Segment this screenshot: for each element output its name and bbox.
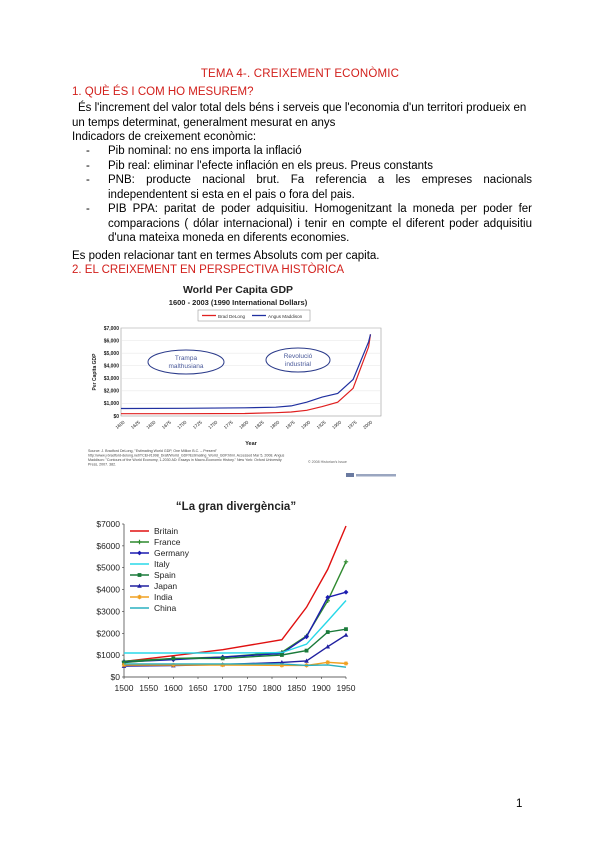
publisher-logo — [356, 474, 396, 477]
x-tick-label: 1750 — [207, 419, 219, 431]
document-title: TEMA 4-. CREIXEMENT ECONÒMIC — [200, 68, 400, 80]
chart1-source — [88, 449, 285, 467]
annotation-text: industrial — [284, 361, 312, 368]
series-japan — [122, 633, 349, 668]
x-tick-label: 1775 — [222, 419, 234, 431]
chart1-legend-label: Brad DeLong — [218, 314, 246, 319]
x-tick-label: 1625 — [129, 419, 142, 431]
y-tick-label: $1,000 — [103, 401, 119, 408]
data-point — [221, 656, 225, 660]
chart1-ylabel: Per Capita GDP — [92, 353, 98, 391]
x-tick-label: 1950 — [331, 419, 343, 431]
list-item — [86, 202, 532, 246]
annotation-text: malthusiana — [168, 363, 204, 370]
x-tick-label: 1650 — [188, 683, 208, 693]
x-tick-label: 1950 — [336, 683, 356, 693]
list-item-text: Pib nominal: no ens importa la inflació — [108, 145, 302, 157]
legend-label: Spain — [154, 570, 176, 580]
list-item-text: PIB PPA: paritat de poder adquisitiu. Homogenitzant la moneda per poder fer comparacions ( dólar internacional) i tenir en compte el diferent poder adquisitiu d'una mateixa moneda en diferents economies. — [108, 203, 532, 244]
annotation-text: Revolució — [283, 353, 313, 360]
bullet-dash: - — [86, 159, 90, 172]
x-tick-label: 1925 — [315, 419, 327, 431]
list-item — [86, 144, 532, 159]
annotation-text: Trampa — [174, 355, 198, 362]
source-line: Maddison: "Contours of the World Economy, 1-2030 AD: Essays in Macro-Economic History." New York: Oxford University — [88, 458, 282, 462]
list-item-text: PNB: producte nacional brut. Fa referencia a les empreses nacionals independentent si esta en el pais o fora del pais. — [108, 174, 532, 201]
x-tick-label: 1800 — [262, 683, 282, 693]
x-tick-label: 1800 — [238, 419, 250, 431]
indicator-list — [86, 144, 532, 246]
source-line: Source: J. Bradford DeLong, "Estimating World GDP, One Million B.C. – Present" — [88, 449, 217, 453]
y-tick-label: $4000 — [96, 584, 120, 595]
definition-paragraph: És l'increment del valor total dels béns i serveis que l'economia d'un territori produeix en un temps determinat, generalment mesurat en anys — [72, 102, 527, 129]
bullet-dash: - — [86, 174, 90, 186]
data-point — [326, 630, 330, 634]
bullet-dash: - — [86, 145, 90, 157]
data-point — [137, 551, 142, 556]
legend-label: Italy — [154, 559, 170, 569]
data-point — [344, 590, 349, 595]
y-tick-label: $0 — [110, 672, 120, 682]
data-point — [344, 627, 348, 631]
section-heading-1: 1. QUÈ ÉS I COM HO MESUREM? — [72, 86, 254, 98]
chart1-plot-area — [121, 328, 381, 416]
legend-label: India — [154, 592, 173, 602]
x-tick-label: 1725 — [191, 419, 203, 431]
x-tick-label: 1825 — [253, 419, 265, 431]
data-point — [138, 573, 142, 577]
series-line-japan — [124, 635, 346, 666]
y-tick-label: $2,000 — [103, 388, 119, 395]
chart1-legend-label: Angus Maddison — [268, 314, 303, 319]
y-tick-label: $6000 — [96, 540, 120, 551]
data-point — [137, 540, 141, 544]
legend-label: Britain — [154, 526, 179, 536]
publisher-logo — [346, 473, 354, 477]
x-tick-label: 2000 — [362, 419, 374, 431]
data-point — [344, 661, 348, 665]
legend-label: Japan — [154, 581, 178, 591]
data-point — [344, 633, 349, 637]
indicators-intro: Indicadors de creixement econòmic: — [72, 131, 257, 143]
x-tick-label: 1650 — [145, 419, 157, 431]
closing-paragraph: Es poden relacionar tant en termes Absoluts com per capita. — [72, 250, 380, 262]
x-tick-label: 1900 — [311, 683, 331, 693]
page-number: 1 — [516, 798, 523, 810]
x-tick-label: 1850 — [269, 419, 281, 431]
y-tick-label: $1000 — [96, 650, 120, 661]
malthusian-trap-annotation — [148, 350, 224, 374]
source-line: Press, 2007. 382. — [88, 462, 117, 467]
x-tick-label: 1700 — [176, 419, 188, 431]
x-tick-label: 1900 — [300, 419, 312, 431]
chart1-xlabel: Year — [245, 441, 257, 447]
y-tick-label: $3000 — [96, 606, 120, 617]
y-tick-label: $4,000 — [103, 363, 119, 370]
great-divergence-chart — [86, 496, 366, 702]
industrial-revolution-annotation — [266, 348, 330, 372]
y-tick-label: $7,000 — [103, 325, 119, 332]
data-point — [171, 656, 175, 660]
list-item — [86, 159, 532, 174]
x-tick-label: 1550 — [139, 683, 159, 693]
y-tick-label: $3,000 — [103, 376, 119, 383]
y-tick-label: $5000 — [96, 562, 120, 573]
list-item — [86, 173, 532, 202]
x-tick-label: 1700 — [213, 683, 233, 693]
source-line: http://www.j-bradford-delong.net/TCEH/1998_Draft/World_GDP/Estimating_World_GDP.html. Accessed Mar 5, 2008. Angus — [88, 453, 285, 458]
x-tick-label: 1600 — [163, 683, 183, 693]
chart1-title: World Per Capita GDP — [182, 284, 294, 296]
section-heading-2: 2. EL CREIXEMENT EN PERSPECTIVA HISTÒRICA — [72, 264, 345, 276]
bullet-dash: - — [86, 203, 90, 215]
x-tick-label: 1850 — [287, 683, 307, 693]
x-tick-label: 1675 — [160, 419, 172, 431]
data-point — [137, 595, 141, 599]
data-point — [326, 660, 330, 664]
data-point — [280, 653, 284, 657]
list-item-text: Pib real: eliminar l'efecte inflación en els preus. Preus constants — [108, 159, 433, 172]
legend-label: France — [154, 537, 181, 547]
x-tick-label: 1600 — [114, 419, 126, 431]
x-tick-label: 1875 — [284, 419, 296, 431]
y-tick-label: $7000 — [96, 519, 120, 529]
data-point — [305, 649, 309, 653]
y-tick-label: $2000 — [96, 628, 120, 639]
chart1-credit: © 2008 Historian's Issue — [308, 460, 347, 464]
chart1-subtitle: 1600 - 2003 (1990 International Dollars) — [168, 298, 308, 307]
world-gdp-chart — [88, 282, 400, 482]
y-tick-label: $6,000 — [103, 338, 119, 345]
data-point — [344, 560, 348, 564]
legend-label: Germany — [154, 548, 189, 558]
y-tick-label: $0 — [113, 413, 119, 420]
y-tick-label: $5,000 — [103, 350, 119, 357]
chart2-title: “La gran divergència” — [175, 501, 297, 513]
x-tick-label: 1750 — [237, 683, 257, 693]
x-tick-label: 1500 — [114, 683, 134, 693]
x-tick-label: 1975 — [346, 419, 358, 431]
legend-label: China — [154, 603, 177, 613]
